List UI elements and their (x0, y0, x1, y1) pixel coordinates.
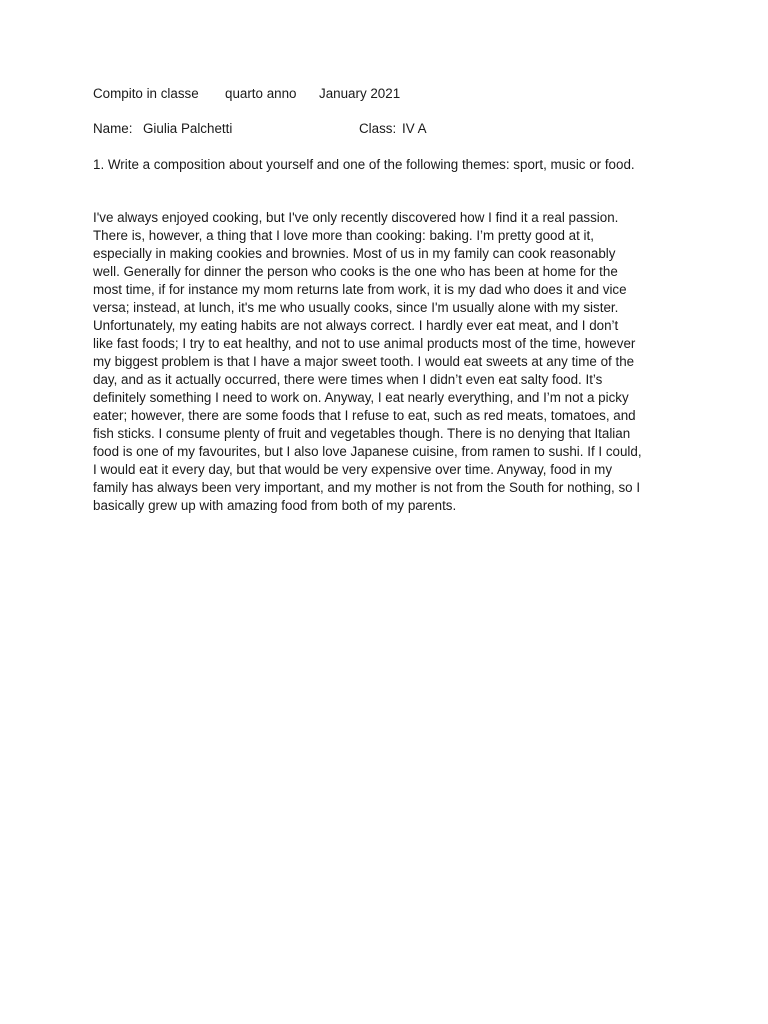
name-label: Name: (93, 121, 133, 136)
composition-line: well. Generally for dinner the person who cooks is the one who has been at home for the (93, 264, 618, 279)
composition-line: There is, however, a thing that I love more than cooking: baking. I’m pretty good at it, (93, 228, 594, 243)
class-label: Class: (359, 121, 397, 136)
composition-line: most time, if for instance my mom returns late from work, it is my dad who does it and vice (93, 282, 627, 297)
composition-line: food is one of my favourites, but I also love Japanese cuisine, from ramen to sushi. If I could, (93, 444, 642, 459)
composition-line: I would eat it every day, but that would be very expensive over time. Anyway, food in my (93, 462, 613, 477)
composition-line: definitely something I need to work on. Anyway, I eat nearly everything, and I’m not a picky (93, 390, 629, 405)
class-value: IV A (402, 121, 427, 136)
composition-line: family has always been very important, and my mother is not from the South for nothing, so I (93, 480, 641, 495)
composition-line: I've always enjoyed cooking, but I've only recently discovered how I find it a real passion. (93, 210, 619, 225)
assignment-date: January 2021 (319, 86, 401, 101)
composition-line: like fast foods; I try to eat healthy, and not to use animal products most of the time, however (93, 336, 636, 351)
composition-line: especially in making cookies and brownies. Most of us in my family can cook reasonably (93, 246, 616, 261)
assignment-prompt: 1. Write a composition about yourself and one of the following themes: sport, music or food. (93, 157, 635, 172)
composition-line: versa; instead, at lunch, it's me who usually cooks, since I'm usually alone with my sister. (93, 300, 619, 315)
composition-line: basically grew up with amazing food from both of my parents. (93, 498, 457, 513)
school-year: quarto anno (225, 86, 297, 101)
composition-line: my biggest problem is that I have a major sweet tooth. I would eat sweets at any time of the (93, 354, 635, 369)
assignment-title: Compito in classe (93, 86, 199, 101)
composition-line: day, and as it actually occurred, there were times when I didn’t even eat salty food. It’s (93, 372, 603, 387)
composition-body (93, 209, 713, 515)
composition-line: Unfortunately, my eating habits are not always correct. I hardly ever eat meat, and I don’t (93, 318, 619, 333)
composition-line: eater; however, there are some foods that I refuse to eat, such as red meats, tomatoes, and (93, 408, 636, 423)
composition-line: fish sticks. I consume plenty of fruit and vegetables though. There is no denying that Italian (93, 426, 631, 441)
student-name: Giulia Palchetti (143, 121, 233, 136)
